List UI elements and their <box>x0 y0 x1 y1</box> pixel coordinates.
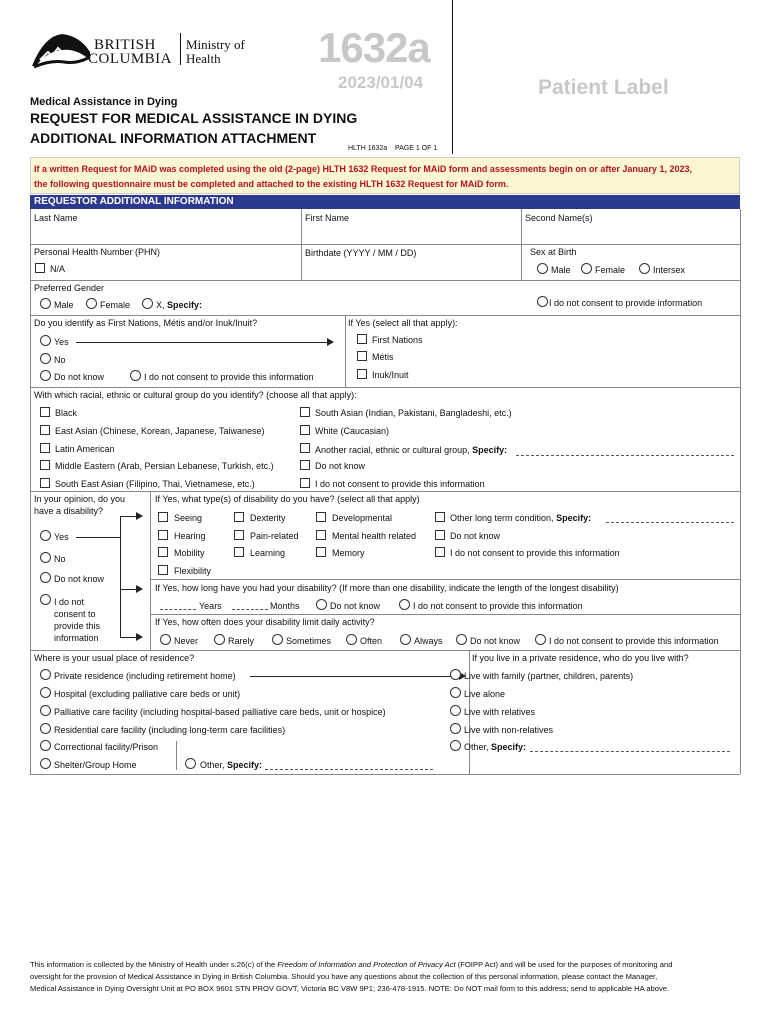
row-line <box>30 315 740 316</box>
duration-months-input[interactable] <box>232 600 268 610</box>
live-alone-radio[interactable] <box>450 687 461 698</box>
freq-often-radio[interactable] <box>346 634 357 645</box>
arrow-head-icon <box>136 512 143 520</box>
res-private-radio[interactable] <box>40 669 51 680</box>
racial-white-checkbox[interactable] <box>300 425 310 435</box>
dis-dnk-checkbox[interactable] <box>435 530 445 540</box>
birthdate-label: Birthdate (YYYY / MM / DD) <box>305 248 417 258</box>
form-date: 2023/01/04 <box>338 73 424 92</box>
racial-middle-east-label: Middle Eastern (Arab, Persian Lebanese, Turkish, etc.) <box>55 461 274 471</box>
gender-no-consent-radio[interactable] <box>537 296 548 307</box>
dis-mobility-label: Mobility <box>174 548 205 558</box>
dis-memory-checkbox[interactable] <box>316 547 326 557</box>
metis-label: Métis <box>372 352 394 362</box>
racial-black-label: Black <box>55 408 78 418</box>
arrow-head-icon <box>136 633 143 641</box>
notice-line2: the following questionnaire must be completed and attached to the existing HLTH 1632 Request for MAiD form. <box>34 179 509 189</box>
second-names-input[interactable] <box>522 224 739 243</box>
logo-line1: BRITISH <box>94 37 156 53</box>
last-name-input[interactable] <box>31 224 300 243</box>
racial-south-asian-label: South Asian (Indian, Pakistani, Bangladeshi, etc.) <box>315 408 512 418</box>
sex-intersex-label: Intersex <box>653 265 686 275</box>
disability-question-line1: In your opinion, do you <box>34 494 126 504</box>
disability-no-consent-l4: information <box>54 633 99 643</box>
dis-other-specify-input[interactable] <box>606 513 734 523</box>
res-residential-label: Residential care facility (including long-term care facilities) <box>54 725 286 735</box>
col-line <box>150 491 151 650</box>
res-correctional-label: Correctional facility/Prison <box>54 742 159 752</box>
first-name-label: First Name <box>305 213 350 223</box>
bc-logo <box>30 30 180 70</box>
sex-female-radio[interactable] <box>581 263 592 274</box>
ministry-line1: Ministry of <box>186 37 245 52</box>
form-number: 1632a <box>318 24 430 71</box>
live-other-label: Other, Specify: <box>464 742 527 752</box>
live-relatives-label: Live with relatives <box>464 707 536 717</box>
row-line <box>150 579 740 580</box>
first-name-input[interactable] <box>302 224 520 243</box>
patient-label-divider <box>452 0 453 154</box>
sex-at-birth-label: Sex at Birth <box>530 247 577 257</box>
racial-black-checkbox[interactable] <box>40 407 50 417</box>
col-line <box>345 315 346 387</box>
dis-developmental-checkbox[interactable] <box>316 512 326 522</box>
bracket-line <box>120 516 121 637</box>
sex-male-radio[interactable] <box>537 263 548 274</box>
disability-no-consent-radio[interactable] <box>40 594 51 605</box>
disability-question-line2: have a disability? <box>34 506 104 516</box>
gender-female-label: Female <box>100 300 131 310</box>
sun-mountain-logo-icon <box>30 30 92 70</box>
duration-dnk-radio[interactable] <box>316 599 327 610</box>
freq-rarely-radio[interactable] <box>214 634 225 645</box>
racial-question: With which racial, ethnic or cultural group do you identify? (choose all that apply): <box>34 390 357 400</box>
form-ref: HLTH 1632a PAGE 1 OF 1 <box>348 145 438 152</box>
indigenous-question: Do you identify as First Nations, Métis and/or Inuk/Inuit? <box>34 318 258 328</box>
indigenous-no-consent-radio[interactable] <box>130 370 141 381</box>
logo-line2: COLUMBIA <box>88 51 173 67</box>
duration-no-consent-label: I do not consent to provide this information <box>413 601 583 611</box>
na-label: N/A <box>50 264 66 274</box>
live-non-relatives-label: Live with non-relatives <box>464 725 554 735</box>
dis-no-consent-checkbox[interactable] <box>435 547 445 557</box>
freq-often-label: Often <box>360 636 383 646</box>
birthdate-input[interactable] <box>302 260 520 279</box>
arrow-line <box>120 516 136 517</box>
duration-years-label: Years <box>199 601 222 611</box>
disability-no-consent-l2: consent to <box>54 609 96 619</box>
dis-other-checkbox[interactable] <box>435 512 445 522</box>
res-other-specify-input[interactable] <box>265 760 433 770</box>
indigenous-no-consent-label: I do not consent to provide this information <box>144 372 314 382</box>
res-private-label: Private residence (including retirement home) <box>54 671 236 681</box>
sex-intersex-radio[interactable] <box>639 263 650 274</box>
racial-east-asian-label: East Asian (Chinese, Korean, Japanese, Taiwanese) <box>55 426 265 436</box>
dis-developmental-label: Developmental <box>332 513 393 523</box>
inuk-label: Inuk/Inuit <box>372 370 409 380</box>
res-shelter-label: Shelter/Group Home <box>54 760 137 770</box>
row-line <box>30 280 740 281</box>
frame-right <box>740 209 741 774</box>
disability-no-label: No <box>54 554 66 564</box>
arrow-line <box>76 537 120 538</box>
indigenous-yes-radio[interactable] <box>40 335 51 346</box>
racial-white-label: White (Caucasian) <box>315 426 390 436</box>
disability-dnk-radio[interactable] <box>40 572 51 583</box>
disability-yes-radio[interactable] <box>40 530 51 541</box>
racial-se-asian-label: South East Asian (Filipino, Thai, Vietnamese, etc.) <box>55 479 255 489</box>
duration-no-consent-radio[interactable] <box>399 599 410 610</box>
freq-dnk-label: Do not know <box>470 636 521 646</box>
dis-flexibility-checkbox[interactable] <box>158 565 168 575</box>
gender-x-label: X, Specify: <box>156 300 203 310</box>
form-title-line1: REQUEST FOR MEDICAL ASSISTANCE IN DYING <box>30 110 358 126</box>
phn-label: Personal Health Number (PHN) <box>34 247 161 257</box>
freq-dnk-radio[interactable] <box>456 634 467 645</box>
dis-mobility-checkbox[interactable] <box>158 547 168 557</box>
form-title-line2: ADDITIONAL INFORMATION ATTACHMENT <box>30 130 317 146</box>
racial-no-consent-checkbox[interactable] <box>300 478 310 488</box>
row-line <box>30 491 740 492</box>
indigenous-if-yes-label: If Yes (select all that apply): <box>348 318 458 328</box>
patient-label: Patient Label <box>538 76 669 99</box>
gender-male-label: Male <box>54 300 74 310</box>
res-other-label: Other, Specify: <box>200 760 263 770</box>
live-other-specify-input[interactable] <box>530 742 730 752</box>
res-shelter-radio[interactable] <box>40 758 51 769</box>
disability-types-question: If Yes, what type(s) of disability do you have? (select all that apply) <box>155 494 420 504</box>
dis-dnk-label: Do not know <box>450 531 501 541</box>
arrow-line <box>120 637 136 638</box>
racial-se-asian-checkbox[interactable] <box>40 478 50 488</box>
freq-never-label: Never <box>174 636 199 646</box>
dis-mental-label: Mental health related <box>332 531 417 541</box>
dis-dexterity-checkbox[interactable] <box>234 512 244 522</box>
na-checkbox[interactable] <box>35 263 45 273</box>
racial-latin-label: Latin American <box>55 444 115 454</box>
res-palliative-radio[interactable] <box>40 705 51 716</box>
first-nations-checkbox[interactable] <box>357 334 367 344</box>
live-alone-label: Live alone <box>464 689 506 699</box>
last-name-label: Last Name <box>34 213 78 223</box>
racial-east-asian-checkbox[interactable] <box>40 425 50 435</box>
gender-x-radio[interactable] <box>142 298 153 309</box>
dis-learning-label: Learning <box>250 548 286 558</box>
second-names-label: Second Name(s) <box>525 213 593 223</box>
residence-question: Where is your usual place of residence? <box>34 653 195 663</box>
residence-divider <box>176 741 177 770</box>
dis-pain-checkbox[interactable] <box>234 530 244 540</box>
racial-dnk-checkbox[interactable] <box>300 460 310 470</box>
disability-dnk-label: Do not know <box>54 574 105 584</box>
freq-no-consent-label: I do not consent to provide this information <box>549 636 719 646</box>
sex-female-label: Female <box>595 265 626 275</box>
inuk-checkbox[interactable] <box>357 369 367 379</box>
arrow-line <box>250 676 460 677</box>
indigenous-dnk-radio[interactable] <box>40 370 51 381</box>
racial-other-checkbox[interactable] <box>300 443 310 453</box>
racial-other-label: Another racial, ethnic or cultural group, Specify: <box>315 445 508 455</box>
live-relatives-radio[interactable] <box>450 705 461 716</box>
disability-no-consent-l1: I do not <box>54 597 85 607</box>
racial-latin-checkbox[interactable] <box>40 443 50 453</box>
preferred-gender-label: Preferred Gender <box>34 283 105 293</box>
freq-rarely-label: Rarely <box>228 636 255 646</box>
racial-south-asian-checkbox[interactable] <box>300 407 310 417</box>
indigenous-yes-label: Yes <box>54 337 69 347</box>
dis-pain-label: Pain-related <box>250 531 299 541</box>
live-family-label: Live with family (partner, children, parents) <box>464 671 634 681</box>
section-title: REQUESTOR ADDITIONAL INFORMATION <box>34 196 234 207</box>
arrow-head-icon <box>327 338 334 346</box>
disability-no-radio[interactable] <box>40 552 51 563</box>
gender-male-radio[interactable] <box>40 298 51 309</box>
freq-sometimes-radio[interactable] <box>272 634 283 645</box>
gender-no-consent-label: I do not consent to provide information <box>549 298 703 308</box>
arrow-line <box>76 342 328 343</box>
duration-years-input[interactable] <box>160 600 196 610</box>
gender-female-radio[interactable] <box>86 298 97 309</box>
dis-hearing-checkbox[interactable] <box>158 530 168 540</box>
sex-male-label: Male <box>551 265 571 275</box>
dis-other-label: Other long term condition, Specify: <box>450 513 592 523</box>
racial-middle-east-checkbox[interactable] <box>40 460 50 470</box>
racial-no-consent-label: I do not consent to provide this information <box>315 479 485 489</box>
ministry-line2: Health <box>186 51 221 66</box>
res-hospital-radio[interactable] <box>40 687 51 698</box>
racial-dnk-label: Do not know <box>315 461 366 471</box>
row-line <box>30 244 740 245</box>
freq-sometimes-label: Sometimes <box>286 636 332 646</box>
notice-line1: If a written Request for MAiD was completed using the old (2-page) HLTH 1632 Request for MAiD form and assessments begin on or after January 1, 2023, <box>34 164 692 174</box>
metis-checkbox[interactable] <box>357 351 367 361</box>
row-line <box>30 774 740 775</box>
dis-mental-checkbox[interactable] <box>316 530 326 540</box>
racial-other-specify-input[interactable] <box>516 446 734 456</box>
privacy-notice: This information is collected by the Ministry of Health under s.26(c) of the Freedom of Information and Protection of Privacy Act (FOIPP Act) and will be used for the purposes of monitoring and oversight for the provision of Medical Assistance in Dying in British Columbia. Should you have any questions about the collection of this personal information, please contact the Manager, Medical Assistance in Dying Oversight Unit at PO BOX 9601 STN PROV GOVT, Victoria BC V8W 9P1; 236-478-1915. NOTE: Do NOT mail form to this address; send to applicable HA above. <box>30 960 673 993</box>
logo-divider <box>180 33 181 65</box>
live-other-radio[interactable] <box>450 740 461 751</box>
live-non-relatives-radio[interactable] <box>450 723 461 734</box>
dis-seeing-checkbox[interactable] <box>158 512 168 522</box>
first-nations-label: First Nations <box>372 335 423 345</box>
indigenous-dnk-label: Do not know <box>54 372 105 382</box>
dis-memory-label: Memory <box>332 548 365 558</box>
res-hospital-label: Hospital (excluding palliative care beds or unit) <box>54 689 241 699</box>
dis-dexterity-label: Dexterity <box>250 513 286 523</box>
live-with-question: If you live in a private residence, who do you live with? <box>472 653 689 663</box>
res-residential-radio[interactable] <box>40 723 51 734</box>
dis-hearing-label: Hearing <box>174 531 206 541</box>
indigenous-no-radio[interactable] <box>40 353 51 364</box>
res-correctional-radio[interactable] <box>40 740 51 751</box>
indigenous-no-label: No <box>54 355 66 365</box>
duration-question: If Yes, how long have you had your disability? (If more than one disability, indicate the length of the longest disability) <box>155 583 619 593</box>
dis-flexibility-label: Flexibility <box>174 566 212 576</box>
freq-always-radio[interactable] <box>400 634 411 645</box>
row-line <box>30 387 740 388</box>
dis-learning-checkbox[interactable] <box>234 547 244 557</box>
program-name: Medical Assistance in Dying <box>30 96 178 108</box>
row-line <box>30 650 740 651</box>
frequency-question: If Yes, how often does your disability limit daily activity? <box>155 617 375 627</box>
duration-months-label: Months <box>270 601 300 611</box>
freq-never-radio[interactable] <box>160 634 171 645</box>
duration-dnk-label: Do not know <box>330 601 381 611</box>
disability-no-consent-l3: provide this <box>54 621 101 631</box>
dis-no-consent-label: I do not consent to provide this information <box>450 548 620 558</box>
res-other-radio[interactable] <box>185 758 196 769</box>
arrow-line <box>120 589 136 590</box>
freq-no-consent-radio[interactable] <box>535 634 546 645</box>
res-palliative-label: Palliative care facility (including hospital-based palliative care beds, unit or hospice) <box>54 707 386 717</box>
freq-always-label: Always <box>414 636 443 646</box>
live-family-radio[interactable] <box>450 669 461 680</box>
arrow-head-icon <box>136 585 143 593</box>
col-line <box>521 209 522 280</box>
row-line <box>150 614 740 615</box>
dis-seeing-label: Seeing <box>174 513 203 523</box>
disability-yes-label: Yes <box>54 532 69 542</box>
